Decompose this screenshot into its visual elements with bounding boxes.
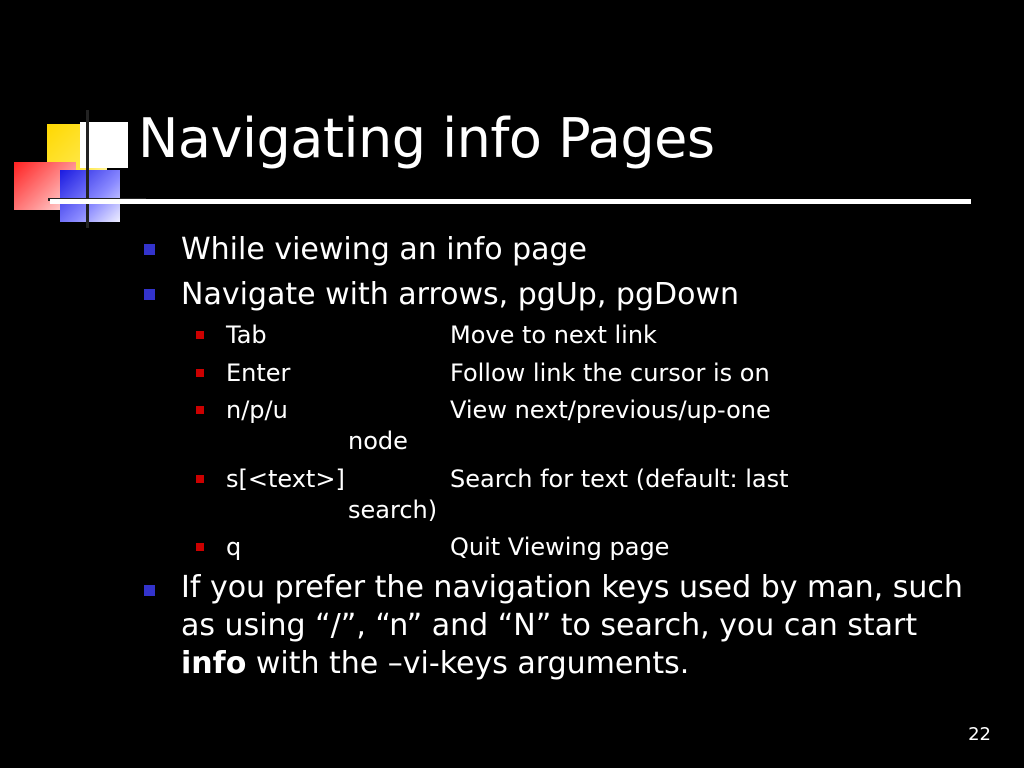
sub-bullet-icon bbox=[196, 369, 204, 377]
key-row bbox=[226, 358, 770, 388]
bullet-line: If you prefer the navigation keys used by man, such bbox=[181, 570, 963, 605]
key-description: Quit Viewing page bbox=[450, 533, 670, 561]
key-name: s[<text>] bbox=[226, 465, 345, 493]
key-description: Follow link the cursor is on bbox=[450, 359, 770, 387]
key-description: Search for text (default: last bbox=[450, 465, 789, 493]
key-row bbox=[226, 464, 789, 494]
key-description-continued: search) bbox=[348, 496, 438, 524]
key-description: View next/previous/up-one bbox=[450, 396, 771, 424]
key-description: Move to next link bbox=[450, 321, 657, 349]
decorative-logo bbox=[12, 110, 152, 230]
key-description-continued: node bbox=[348, 427, 408, 455]
logo-vertical-line bbox=[86, 110, 89, 228]
key-row bbox=[226, 395, 771, 425]
key-row bbox=[226, 532, 670, 562]
key-row bbox=[226, 320, 657, 350]
bullet-item-vi-keys bbox=[181, 569, 981, 683]
sub-bullet-icon bbox=[196, 475, 204, 483]
bullet-line: info with the –vi-keys arguments. bbox=[181, 646, 690, 681]
bullet-line: as using “/”, “n” and “N” to search, you can start bbox=[181, 608, 918, 643]
slide-number: 22 bbox=[968, 724, 991, 745]
sub-bullet-icon bbox=[196, 331, 204, 339]
key-name: Enter bbox=[226, 359, 291, 387]
bullet-item: Navigate with arrows, pgUp, pgDown bbox=[181, 276, 739, 314]
slide-title: Navigating info Pages bbox=[138, 107, 715, 170]
blue-square bbox=[60, 170, 120, 222]
bullet-square-icon bbox=[144, 289, 155, 300]
bullet-square-icon bbox=[144, 585, 155, 596]
key-name: Tab bbox=[226, 321, 267, 349]
sub-bullet-icon bbox=[196, 543, 204, 551]
title-divider bbox=[50, 199, 971, 204]
bullet-square-icon bbox=[144, 244, 155, 255]
key-name: n/p/u bbox=[226, 396, 288, 424]
key-name: q bbox=[226, 533, 242, 561]
bold-command: info bbox=[181, 646, 247, 681]
sub-bullet-icon bbox=[196, 406, 204, 414]
bullet-item: While viewing an info page bbox=[181, 231, 587, 269]
